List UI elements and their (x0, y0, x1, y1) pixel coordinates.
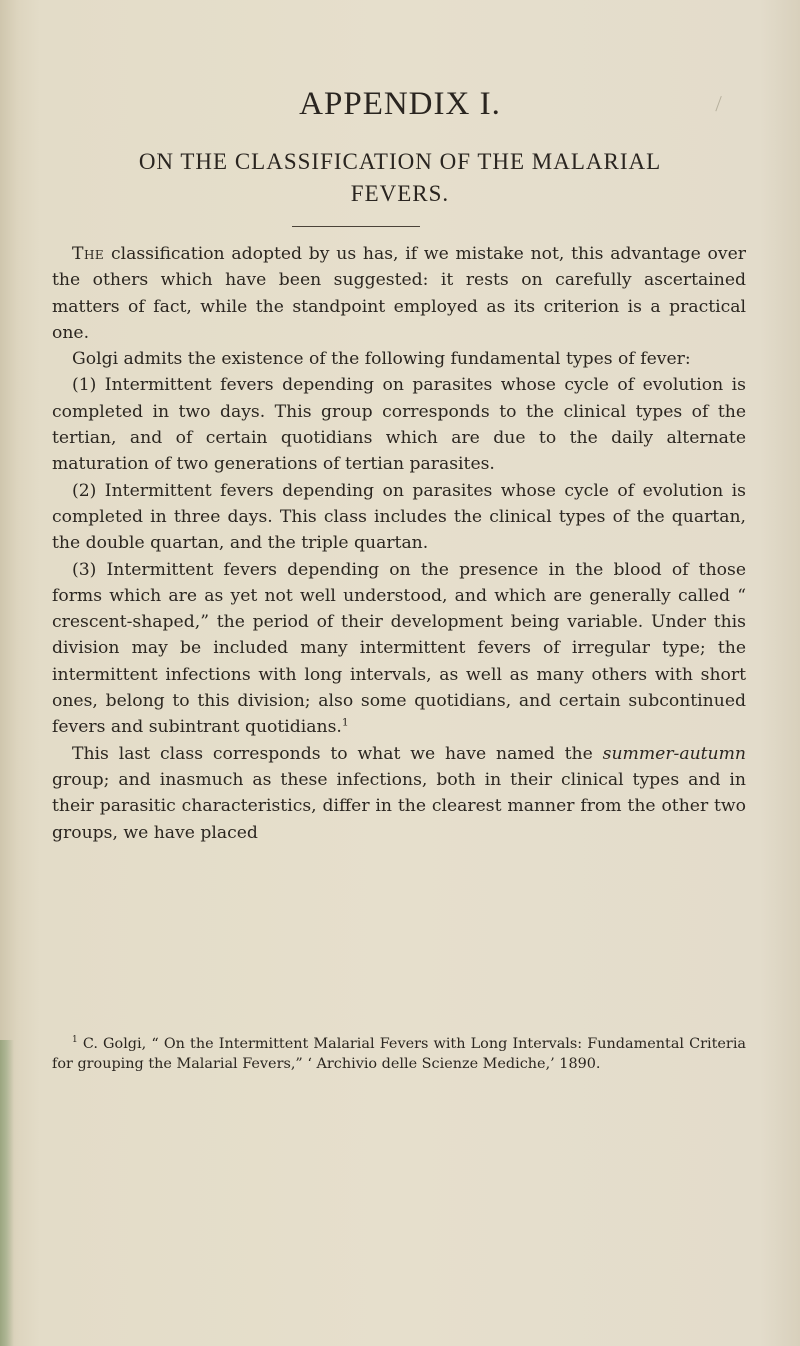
paragraph-6-italic-term: summer-autumn (602, 743, 746, 764)
chapter-subtitle: ON THE CLASSIFICATION OF THE MALARIAL FEVERS. (138, 149, 662, 206)
paragraph-4: (2) Intermittent fevers depending on parasites whose cycle of evolution is completed in three days. This class includes the clinical types of the quartan, the double quartan, and the triple quartan. (52, 480, 746, 554)
paragraph-5-text: (3) Intermittent fevers depending on the presence in the blood of those forms which are as yet not well understood, and which are generally called “ crescent-shaped,” the period of their development being variable. Under this division may be included many intermittent fevers of irregular type; the intermittent infections with long intervals, as well as many others with short ones, belong to this division; also some quotidians, and certain subcontinued fevers and subintrant quotidians. (52, 559, 746, 738)
section-divider (292, 226, 420, 227)
footnote (52, 1035, 746, 1074)
paragraph-5 (52, 557, 746, 741)
footnote-text: C. Golgi, “ On the Intermittent Malarial Fevers with Long Intervals: Fundamental Criteria for grouping the Malarial Fevers,” ‘ Archivio delle Scienze Mediche,’ 1890. (52, 1036, 746, 1072)
appendix-title: APPENDIX I. (299, 86, 501, 122)
paragraph-1-text: classification adopted by us has, if we mistake not, this advantage over the others which have been suggested: it rests on carefully ascertained matters of fact, while the standpoint employed as its criterion is a practical one. (52, 244, 746, 343)
paragraph-6-text-end: group; and inasmuch as these infections, both in their clinical types and in their parasitic characteristics, differ in the clearest manner from the other two groups, we have placed (52, 769, 746, 843)
paragraph-3: (1) Intermittent fevers depending on parasites whose cycle of evolution is completed in two days. This group corresponds to the clinical types of the tertian, and of certain quotidians which are due to the daily alternate maturation of two generations of tertian parasites. (52, 375, 746, 475)
paragraph-6 (52, 741, 746, 846)
binding-edge (0, 1040, 14, 1346)
footnote-marker: 1 (72, 1035, 78, 1046)
footnote-paragraph (52, 1035, 746, 1074)
paragraph-2: Golgi admits the existence of the following fundamental types of fever: (72, 349, 691, 370)
body-text (52, 241, 746, 846)
paragraph-6-text-start: This last class corresponds to what we have named the (72, 743, 603, 764)
paragraph-1 (52, 241, 746, 346)
paragraph-lead-word: The (72, 244, 105, 264)
footnote-reference: 1 (341, 715, 349, 729)
